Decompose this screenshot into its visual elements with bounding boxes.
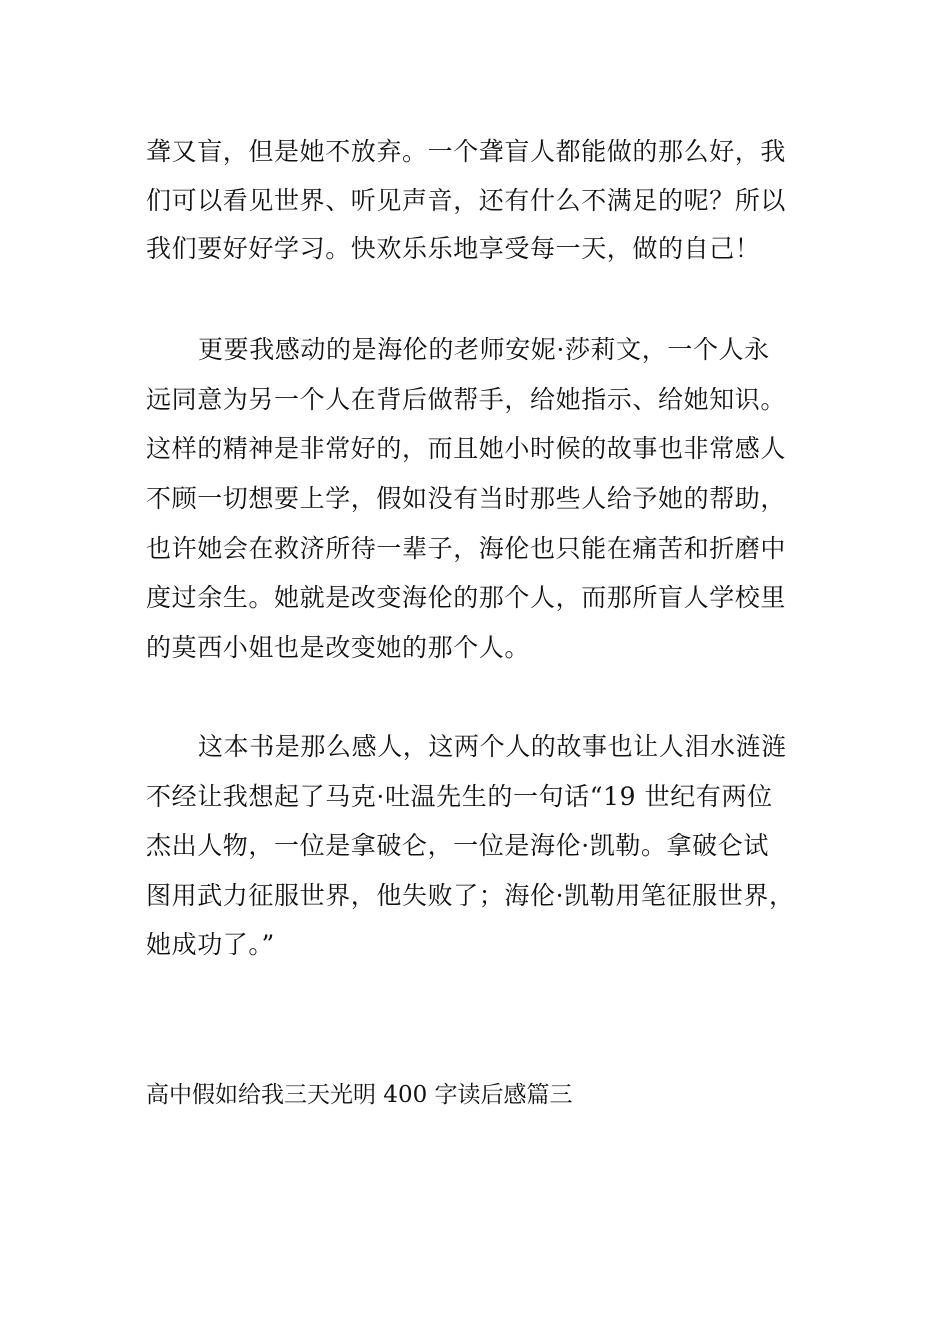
text-line: 图用武力征服世界，他失败了；海伦·凯勒用笔征服世界， xyxy=(146,881,795,910)
text-line: 的莫西小姐也是改变她的那个人。 xyxy=(146,633,531,662)
section-heading: 高中假如给我三天光明 400 字读后感篇三 xyxy=(146,1082,573,1108)
text-line: 这样的精神是非常好的，而且她小时候的故事也非常感人 xyxy=(146,434,787,463)
text-line: 度过余生。她就是改变海伦的那个人，而那所盲人学校里 xyxy=(146,583,787,612)
text-line: 我们要好好学习。快欢乐乐地享受每一天，做的自己！ xyxy=(146,234,761,263)
text-line: 杰出人物，一位是拿破仑，一位是海伦·凯勒。拿破仑试 xyxy=(146,831,769,860)
text-line: 也许她会在救济所待一辈子，海伦也只能在痛苦和折磨中 xyxy=(146,534,787,563)
text-line: 这本书是那么感人，这两个人的故事也让人泪水涟涟 xyxy=(198,732,787,761)
text-line: 不顾一切想要上学，假如没有当时那些人给予她的帮助， xyxy=(146,484,787,513)
text-line: 聋又盲，但是她不放弃。一个聋盲人都能做的那么好，我 xyxy=(146,137,787,166)
text-line: 更要我感动的是海伦的老师安妮·莎莉文，一个人永 xyxy=(198,335,770,364)
text-line: 们可以看见世界、听见声音，还有什么不满足的呢？所以 xyxy=(146,186,787,215)
text-line: 不经让我想起了马克·吐温先生的一句话“19 世纪有两位 xyxy=(146,782,773,811)
text-line: 她成功了。” xyxy=(146,930,275,959)
text-line: 远同意为另一个人在背后做帮手，给她指示、给她知识。 xyxy=(146,385,787,414)
